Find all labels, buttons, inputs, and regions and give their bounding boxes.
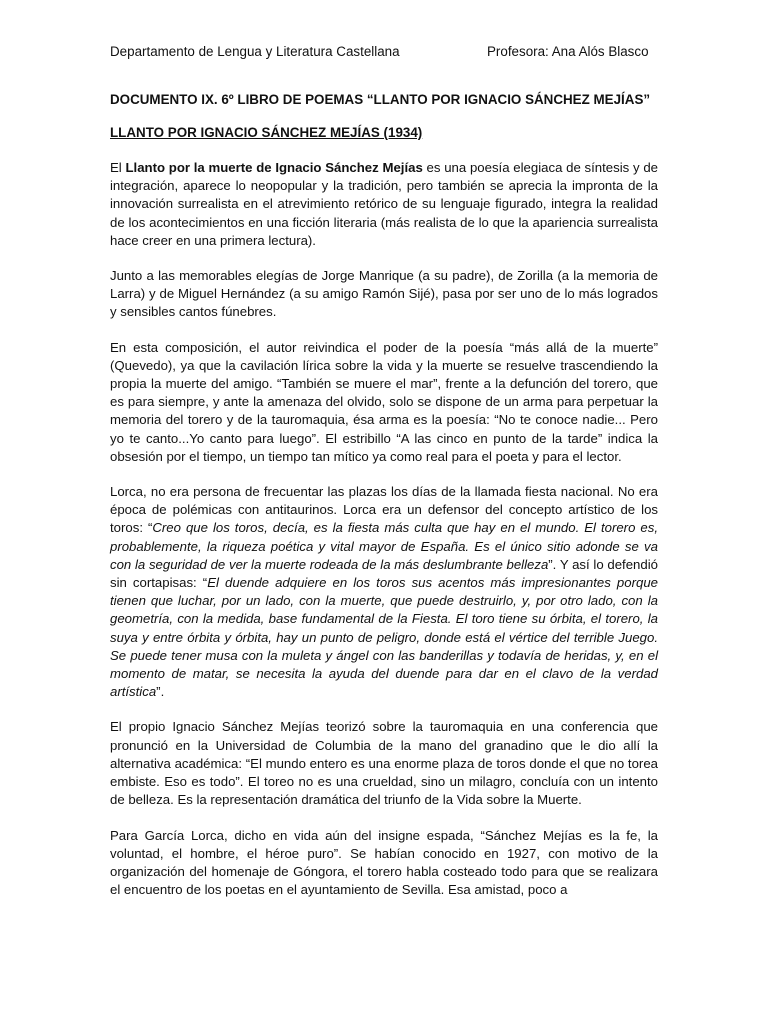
paragraph-5: El propio Ignacio Sánchez Mejías teorizó sobre la tauromaquia en una conferencia que pronunció en la Universidad de Columbia de la mano del granadino que le dio allí la alternativa académica: “El mundo entero es una enorme plaza de toros donde el que no torea embiste. Eso es todo”. El toreo no es una crueldad, sino un milagro, concluía con un intento de belleza. Es la representación dramática del triunfo de la Vida sobre la Muerte.: [110, 719, 658, 808]
paragraph-4-part-a: Lorca, no era persona de frecuentar las plazas los días de la llamada fiesta nacional. No era época de polémicas con antitaurinos. Lorca era un defensor del concepto artístico de los toros: “: [110, 484, 658, 536]
document-body: [110, 159, 658, 916]
section-title: LLANTO POR IGNACIO SÁNCHEZ MEJÍAS (1934): [110, 125, 423, 140]
document-title: DOCUMENTO IX. 6º LIBRO DE POEMAS “LLANTO POR IGNACIO SÁNCHEZ MEJÍAS”: [110, 92, 651, 107]
paragraph-3: En esta composición, el autor reivindica el poder de la poesía “más allá de la muerte” (Quevedo), ya que la cavilación lírica sobre la vida y la muerte se resuelve trascendiendo la propia la muerte del amigo. “También se muere el mar”, frente a la defunción del torero, que es para siempre, y ante la amenaza del olvido, solo se dispone de un arma para perpetuar la memoria del torero y de la tauromaquia, ésa arma es la poesía: “No te conoce nadie... Pero yo te canto...Yo canto para luego”. El estribillo “A las cinco en punto de la tarde” indica la obsesión por el tiempo, un tiempo tan mítico ya como real para el poeta y para el lector.: [110, 339, 658, 464]
paragraph-1: [110, 159, 658, 250]
paragraph-1-intro: El: [110, 160, 126, 175]
department-label: Departamento de Lengua y Literatura Castellana: [110, 44, 400, 59]
page-header: [110, 43, 658, 61]
paragraph-4-part-e: ”.: [156, 684, 165, 700]
paragraph-2: Junto a las memorables elegías de Jorge Manrique (a su padre), de Zorilla (a la memoria de Larra) y de Miguel Hernández (a su amigo Ramón Sijé), pasa por ser uno de lo más logrados y sensibles cantos fúnebres.: [110, 268, 658, 320]
paragraph-1-rest: es una poesía elegiaca de síntesis y de integración, aparece lo neopopular y la tradición, pero también se aprecia la impronta de la innovación surrealista en el atrevimiento retórico de su lenguaje figurado, integra la realidad de los acontecimientos en una ficción literaria (más realista de lo que la apariencia surrealista hace creer en una primera lectura).: [110, 160, 658, 248]
work-title-bold: Llanto por la muerte de Ignacio Sánchez Mejías: [125, 160, 423, 175]
lorca-quote-2: El duende adquiere en los toros sus acentos más impresionantes porque tienen que luchar, por un lado, con la muerte, que puede destruirlo, y, por otro lado, con la geometría, con la medida, base fundamental de la Fiesta. El toro tiene su órbita, el torero, la suya y entre órbita y órbita, hay un punto de peligro, donde está el vértice del terrible Juego. Se puede tener musa con la muleta y ángel con las banderillas y todavía de heridas, y, en el momento de matar, se necesita la ayuda del duende para dar en el clavo de la verdad artística: [110, 575, 658, 700]
paragraph-4-part-c: ”. Y así lo defendió sin cortapisas: “: [110, 556, 658, 591]
paragraph-4: [110, 483, 658, 701]
lorca-quote-1: Creo que los toros, decía, es la fiesta más culta que hay en el mundo. El torero es, probablemente, la riqueza poética y vital mayor de España. Es el único sitio adonde se va con la seguridad de ver la muerte rodeada de la más deslumbrante belleza: [110, 520, 658, 572]
teacher-label: Profesora: Ana Alós Blasco: [487, 44, 649, 59]
paragraph-6: Para García Lorca, dicho en vida aún del insigne espada, “Sánchez Mejías es la fe, la voluntad, el hombre, el héroe puro”. Se habían conocido en 1927, con motivo de la organización del homenaje de Góngora, el torero habla costeado todo para que se realizara el encuentro de los poetas en el ayuntamiento de Sevilla. Esa amistad, poco a: [110, 827, 658, 898]
